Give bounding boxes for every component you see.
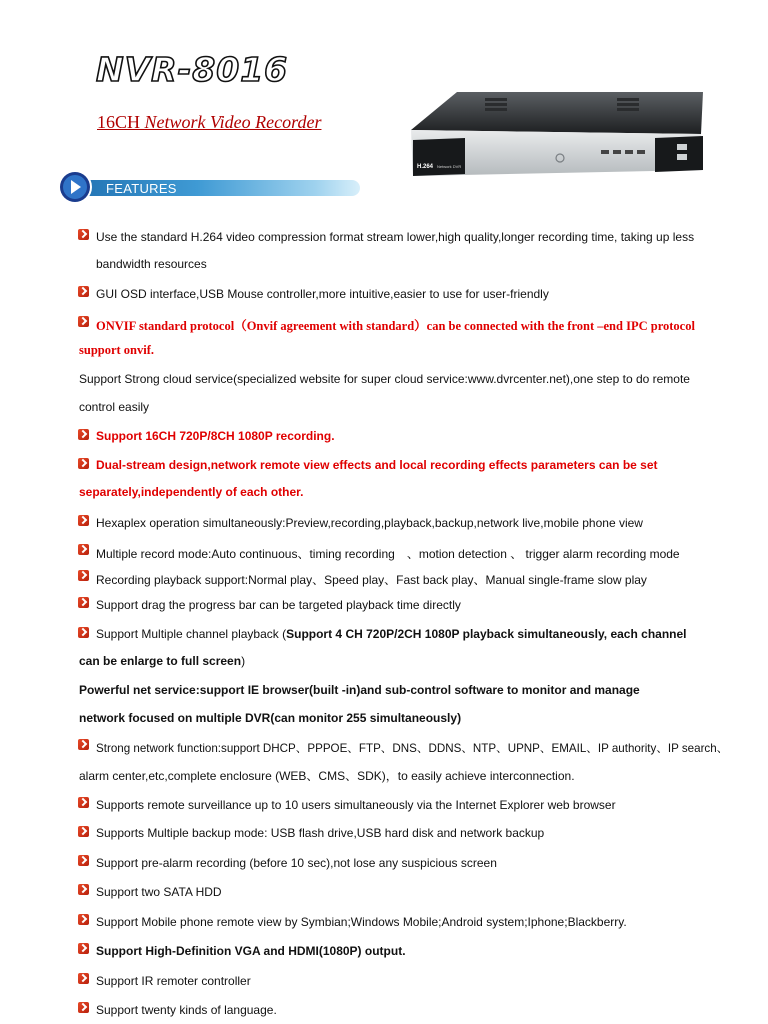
feature-line: ONVIF standard protocol（Onvif agreement with standard）can be connected with the front –end IPC protocol [96, 319, 695, 333]
feature-line: Strong network function:support DHCP、PPPOE、FTP、DNS、DDNS、NTP、UPNP、EMAIL、IP authority、IP search、 [96, 742, 729, 755]
bullet-icon [78, 797, 89, 808]
bullet-icon [78, 597, 89, 608]
feature-line: control easily [79, 400, 150, 414]
feature-line: Hexaplex operation simultaneously:Preview,recording,playback,backup,network live,mobile phone view [96, 516, 643, 530]
bullet-icon [78, 884, 89, 895]
feature-line: support onvif. [79, 343, 155, 357]
device-name-label: Network DVR [437, 164, 462, 169]
device-codec-label: H.264 [417, 164, 434, 170]
model-title: NVR-8016 [96, 50, 289, 89]
nvr-device-image [405, 84, 709, 184]
feature-line: Multiple record mode:Auto continuous、timing recording 、motion detection 、 trigger alarm recording mode [96, 547, 680, 561]
bullet-icon [78, 316, 89, 327]
subtitle-prefix: 16CH [97, 112, 145, 132]
subtitle-italic: Network Video Recorder [144, 112, 322, 132]
bullet-icon [78, 1002, 89, 1013]
feature-line: Support twenty kinds of language. [96, 1003, 277, 1017]
bullet-icon [78, 429, 89, 440]
bullet-icon [78, 826, 89, 837]
play-circle-icon [58, 170, 92, 204]
feature-line: GUI OSD interface,USB Mouse controller,more intuitive,easier to use for user-friendly [96, 287, 549, 301]
bullet-icon [78, 286, 89, 297]
bullet-icon [78, 739, 89, 750]
features-heading: FEATURES [106, 181, 177, 196]
bullet-icon [78, 973, 89, 984]
feature-line: Support pre-alarm recording (before 10 sec),not lose any suspicious screen [96, 856, 497, 870]
feature-text: ) [241, 654, 246, 668]
bullet-icon [78, 627, 89, 638]
feature-line: Supports remote surveillance up to 10 users simultaneously via the Internet Explorer web browser [96, 798, 616, 812]
feature-line: Support IR remoter controller [96, 974, 251, 988]
feature-line [79, 654, 245, 668]
feature-line: Support Mobile phone remote view by Symbian;Windows Mobile;Android system;Iphone;Blackberry. [96, 915, 627, 929]
bullet-icon [78, 458, 89, 469]
feature-text-bold: Support 4 CH 720P/2CH 1080P playback simultaneously, each channel [286, 627, 687, 641]
feature-line: Supports Multiple backup mode: USB flash drive,USB hard disk and network backup [96, 826, 545, 840]
feature-line [96, 627, 687, 641]
feature-line: Recording playback support:Normal play、Speed play、Fast back play、Manual single-frame slow play [96, 573, 647, 587]
feature-line: network focused on multiple DVR(can monitor 255 simultaneously) [79, 711, 462, 725]
feature-line: separately,independently of each other. [79, 485, 304, 499]
feature-line: Support drag the progress bar can be targeted playback time directly [96, 598, 461, 612]
feature-line: Support two SATA HDD [96, 885, 222, 899]
bullet-icon [78, 570, 89, 581]
feature-line: Support Strong cloud service(specialized website for super cloud service:www.dvrcenter.net),one step to do remote [79, 372, 690, 386]
feature-line: alarm center,etc,complete enclosure (WEB、CMS、SDK)，to easily achieve interconnection. [79, 769, 575, 783]
feature-line: Support 16CH 720P/8CH 1080P recording. [96, 429, 335, 443]
feature-line: bandwidth resources [96, 257, 207, 271]
bullet-icon [78, 544, 89, 555]
feature-line: Use the standard H.264 video compression format stream lower,high quality,longer recording time, taking up less [96, 230, 695, 244]
bullet-icon [78, 515, 89, 526]
bullet-icon [78, 943, 89, 954]
product-subtitle [97, 112, 321, 133]
feature-text: Support Multiple channel playback ( [96, 627, 287, 641]
feature-text-bold: can be enlarge to full screen [79, 654, 242, 668]
feature-line: Dual-stream design,network remote view effects and local recording effects parameters can be set [96, 458, 658, 472]
feature-line: Support High-Definition VGA and HDMI(1080P) output. [96, 944, 406, 958]
bullet-icon [78, 855, 89, 866]
bullet-icon [78, 229, 89, 240]
bullet-icon [78, 914, 89, 925]
feature-line: Powerful net service:support IE browser(built -in)and sub-control software to monitor and manage [79, 683, 640, 697]
